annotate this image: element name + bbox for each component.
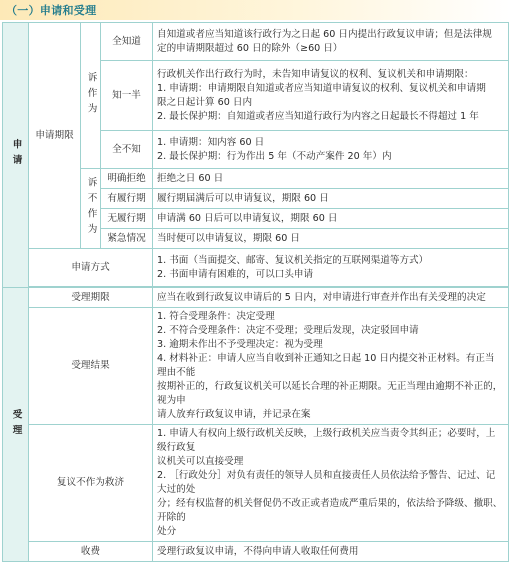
cat-no-deadline: 无履行期 <box>101 209 153 229</box>
apply-method-label: 申请方式 <box>29 249 153 287</box>
text-line: 2. 最长保护期：自知道或者应当知道行政行为内容之日起最长不得超过 1 年 <box>157 110 479 122</box>
apply-method-content <box>153 249 509 287</box>
cat-with-deadline: 有履行期 <box>101 189 153 209</box>
text-line: 行政机关作出行政行为时，未告知申请复议的权利、复议机关和申请期限： <box>157 68 474 80</box>
accept-period-content: 应当在收到行政复议申请后的 5 日内，对申请进行审查并作出有关受理的决定 <box>153 288 509 308</box>
cat-half-know: 知一半 <box>101 61 153 131</box>
text-line: 定的申请期限超过 60 日的除外（≥60 日） <box>157 42 343 54</box>
text-line: 2. 不符合受理条件：决定不受理；受理后发现，决定驳回申请 <box>157 325 419 336</box>
cat-explicit-refusal: 明确拒绝 <box>101 169 153 189</box>
content-full-know <box>153 23 509 61</box>
accept-remedy-label: 复议不作为救济 <box>29 425 153 542</box>
content-half-know <box>153 61 509 131</box>
content-explicit-refusal: 拒绝之日 60 日 <box>153 169 509 189</box>
text-line: 分；经有权监督的机关督促仍不改正或者造成严重后果的，依法给予降级、撤职、开除的 <box>157 498 503 523</box>
text-line: 2. 书面申请有困难的，可以口头申请 <box>157 268 314 280</box>
text-line: 限之日起计算 60 日内 <box>157 96 253 108</box>
cat-no-know: 全不知 <box>101 131 153 169</box>
text-line: 议机关可以直接受理 <box>157 456 244 467</box>
text-line: 处分 <box>157 526 177 537</box>
group-accept-label: 受理 <box>3 288 29 562</box>
text-line: 4. 材料补正：申请人应当自收到补正通知之日起 10 日内提交补正材料。有正当理由不能 <box>157 353 495 378</box>
accept-result-label: 受理结果 <box>29 308 153 425</box>
cat-full-know: 全知道 <box>101 23 153 61</box>
content-no-deadline: 申请满 60 日后可以申请复议，期限 60 日 <box>153 209 509 229</box>
text-line: 3. 逾期未作出不予受理决定：视为受理 <box>157 339 323 350</box>
content-no-know <box>153 131 509 169</box>
text-line: 2. 最长保护期：行为作出 5 年（不动产案件 20 年）内 <box>157 150 392 162</box>
group-apply-label: 申请 <box>3 23 29 288</box>
content-emergency: 当时便可以申请复议，期限 60 日 <box>153 229 509 249</box>
text-line: 1. 申请人有权向上级行政机关反映，上级行政机关应当责令其纠正；必要时，上级行政复 <box>157 428 496 453</box>
section-header <box>0 0 510 20</box>
content-with-deadline: 履行期届满后可以申请复议，期限 60 日 <box>153 189 509 209</box>
act-label: 诉作为 <box>81 23 101 169</box>
accept-fee-label: 收费 <box>29 542 153 562</box>
accept-remedy-content <box>153 425 509 542</box>
omit-label: 诉不作为 <box>81 169 101 249</box>
text-line: 请人放弃行政复议申请，并记录在案 <box>157 409 311 420</box>
accept-fee-content: 受理行政复议申请，不得向申请人收取任何费用 <box>153 542 509 562</box>
text-line: 1. 申请期：申请期限自知道或者应当知道申请复议的权利、复议机关和申请期 <box>157 82 486 94</box>
cat-emergency: 紧急情况 <box>101 229 153 249</box>
text-line: 1. 申请期：知内容 60 日 <box>157 136 265 148</box>
accept-period-label: 受理期限 <box>29 288 153 308</box>
apply-period-label: 申请期限 <box>29 23 81 249</box>
text-line: 1. 书面（当面提交、邮寄、复议机关指定的互联网渠道等方式） <box>157 254 429 266</box>
accept-result-content <box>153 308 509 425</box>
text-line: 自知道或者应当知道该行政行为之日起 60 日内提出行政复议申请；但是法律规 <box>157 28 492 40</box>
text-line: 2. ［行政处分］对负有责任的领导人员和直接责任人员依法给予警告、记过、记大过的处 <box>157 470 496 495</box>
review-table <box>2 22 509 562</box>
text-line: 按期补正的，行政复议机关可以延长合理的补正期限。无正当理由逾期不补正的，视为申 <box>157 381 503 406</box>
text-line: 1. 符合受理条件：决定受理 <box>157 311 275 322</box>
section-title: （一）申请和受理 <box>6 4 97 17</box>
